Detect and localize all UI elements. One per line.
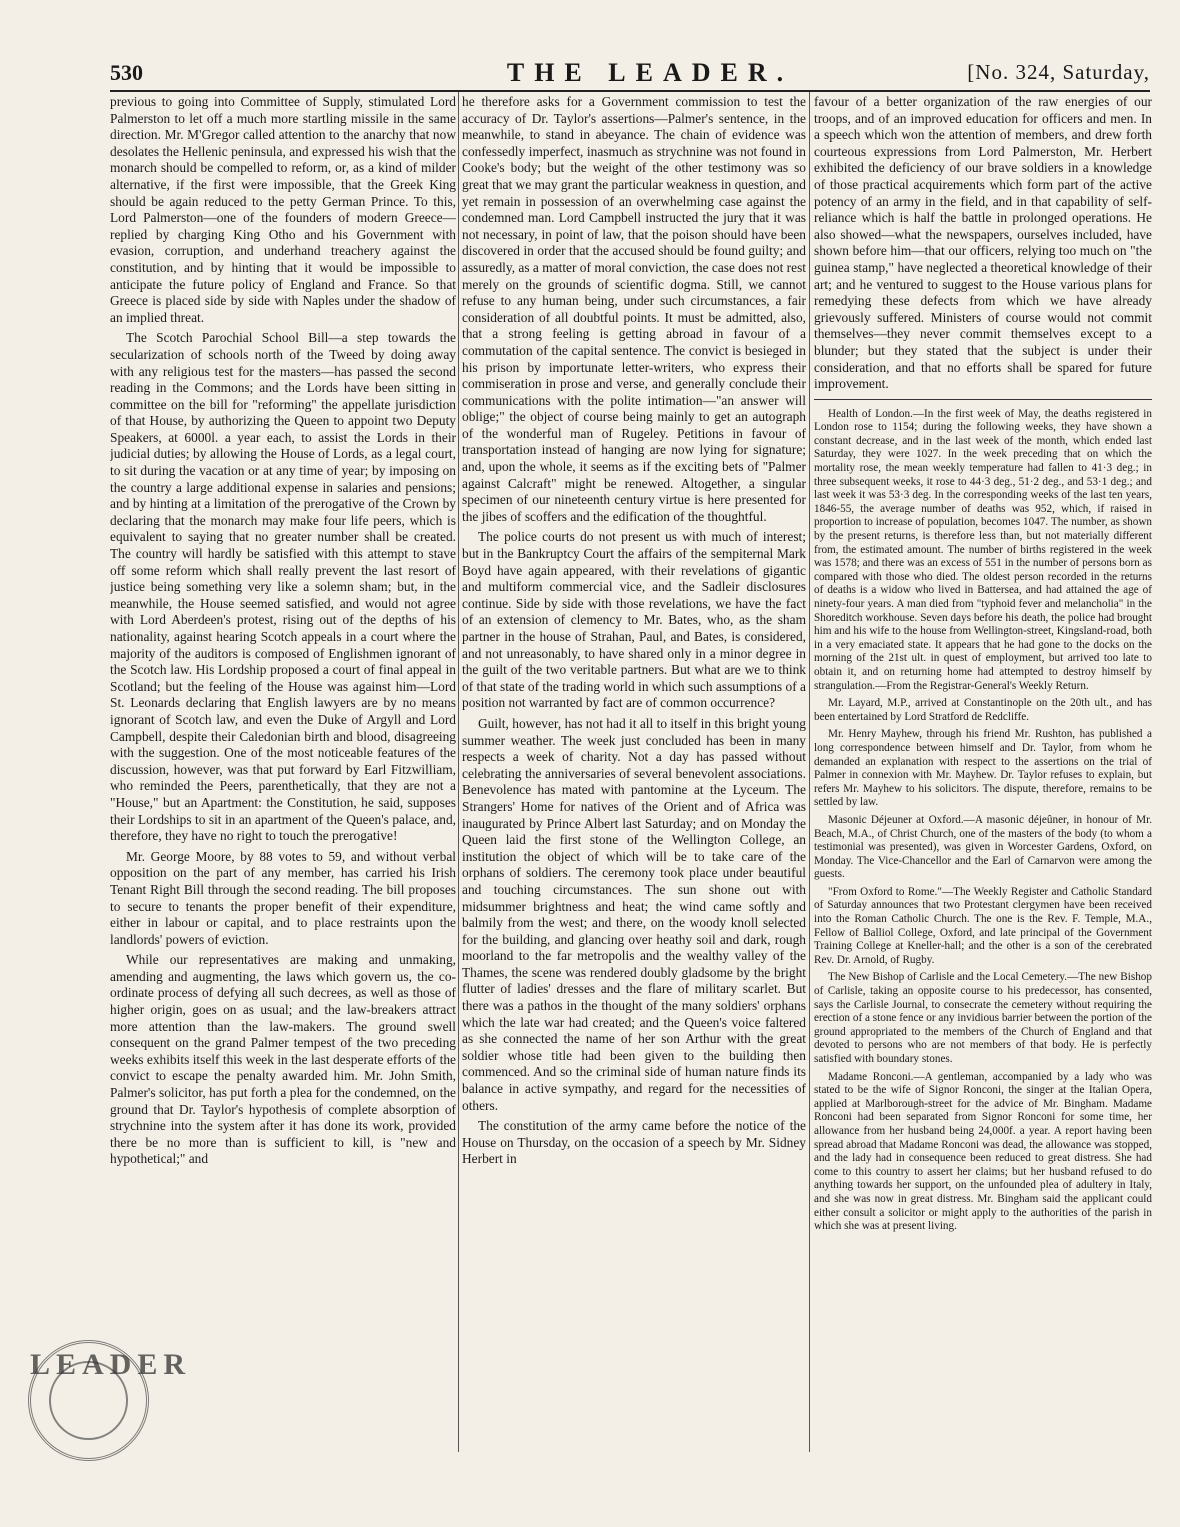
paragraph: previous to going into Committee of Supply, stimulated Lord Palmerston to let off a much more startling missile in the same direction. Mr. M'Gregor called attention to the anarchy that now desolates the Hellenic peninsula, and expressed his wish that the monarch should be compelled to reform, or, as a kind of milder alternative, if the first were impossible, that the Greek King should be again reduced to the petty German Prince. To this, Lord Palmerston—one of the founders of modern Greece—replied by charging King Otho and his Government with evasion, corruption, and underhand treachery against the constitution, and by hinting that it would be impossible to anticipate the future policy of England and France. So that Greece is placed side by side with Naples under the shadow of an implied threat. (110, 94, 456, 325)
news-item-bishop-of-carlisle: The New Bishop of Carlisle and the Local Cemetery.—The new Bishop of Carlisle, taking an opposite course to his predecessor, has consented, says the Carlisle Journal, to consecrate the cemetery without requiring the erection of a stone fence or any invidious barrier between the portion of the ground appropriated to the members of the Church of England and that devoted to persons who are not members of that body. He is perfectly satisfied with boundary stones. (814, 971, 1152, 1065)
section-divider (814, 399, 1152, 400)
news-items (814, 408, 1152, 1234)
news-item-madame-ronconi: Madame Ronconi.—A gentleman, accompanied by a lady who was stated to be the wife of Signor Ronconi, the singer at the Italian Opera, applied at Marlborough-street for the advice of Mr. Bingham. Madame Ronconi had been separated from Signor Ronconi for some time, her allowance from her husband being 24,000f. a year. A report having been spread abroad that Madame Ronconi was dead, the allowance was stopped, and the lady had in consequence been reduced to great distress. She had come to this country to assert her claims; but her husband refused to do anything towards her support, on the unfounded plea of adultery in Italy, and she was now in great distress. Mr. Bingham said the applicant could either consult a solicitor or might apply to the authorities of the parish in which she was at present living. (814, 1070, 1152, 1233)
column-3 (814, 94, 1152, 1454)
news-item-mayhew: Mr. Henry Mayhew, through his friend Mr. Rushton, has published a long correspondence between himself and Dr. Taylor, from whom he demanded an explanation with respect to the assertions on the trial of Palmer in connexion with Mr. Mayhew. Dr. Taylor refuses to explain, but refers Mr. Mayhew to his solicitors. The dispute, therefore, remains to be settled by law. (814, 728, 1152, 809)
news-item-layard: Mr. Layard, M.P., arrived at Constantinople on the 20th ult., and has been entertained by Lord Stratford de Redcliffe. (814, 697, 1152, 723)
news-item-masonic-dejeuner: Masonic Déjeuner at Oxford.—A masonic déjeûner, in honour of Mr. Beach, M.A., of Christ Church, one of the masters of the body (to whom a testimonial was presented), was given in Worcester Gardens, Oxford, on Monday. The Vice-Chancellor and the Earl of Carnarvon were among the guests. (814, 813, 1152, 881)
paragraph: he therefore asks for a Government commission to test the accuracy of Dr. Taylor's assertions—Palmer's sentence, in the meanwhile, to stand in abeyance. The chain of evidence was confessedly imperfect, inasmuch as strychnine was not found in Cooke's body; but the weight of the other testimony was so great that we may grant the particular weakness in question, and yet remain in possession of an overwhelming case against the condemned man. Lord Campbell instructed the jury that it was not necessary, in point of law, that the poison should have been discovered in order that the accused should be found guilty; and assuredly, as a matter of moral conviction, the case does not rest merely on the grounds of scientific dogma. Still, we cannot refuse to any human being, under such circumstances, a fair consideration of all doubtful points. It must be admitted, also, that a strong feeling is getting abroad in favour of a commutation of the capital sentence. The convict is besieged in his prison by importunate letter-writers, who express their commiseration in prose and verse, and generally conclude their communications with the polite intimation—"an answer will oblige;" the object of course being mainly to get an autograph of the wonderful man of Rugeley. Petitions in favour of transportation instead of hanging are now lying for signature; and, upon the whole, it seems as if the exciting bets of "Palmer against Calcraft" might be renewed. Altogether, a singular specimen of our nineteenth century virtue is here presented for the jibes of scoffers and the edification of the thoughtful. (462, 94, 806, 524)
paragraph: While our representatives are making and unmaking, amending and augmenting, the laws which govern us, the co-ordinate process of defying all such decrees, as well as those of higher origin, goes on as usual; and the law-breakers attract more attention than the law-makers. The ground swell consequent on the grand Palmer tempest of the two preceding weeks exhibits itself this week in the last desperate efforts of the convict to escape the penalty awarded him. Mr. John Smith, Palmer's solicitor, has put forth a plea for the condemned, on the ground that Dr. Taylor's hypothesis of complete absorption of strychnine into the system after it has done its work, provided there be no more than is sufficient to kill, is "new and hypothetical;" and (110, 952, 456, 1167)
paragraph: Guilt, however, has not had it all to itself in this bright young summer weather. The week just concluded has been in many respects a week of charity. Not a day has passed without celebrating the anniversaries of several benevolent associations. Benevolence has mated with pantomine at the Lyceum. The Strangers' Home for natives of the Orient and of Africa was inaugurated by Prince Albert last Saturday; and on Monday the Queen laid the first stone of the Wellington College, an institution the object of which will be to take care of the orphans of soldiers. The ceremony took place under beautiful and touching circumstances. The sun shone out with midsummer brightness and heat; the wind came softly and balmily from the west; and there, on the woody knoll selected for the building, and glancing over heathy soil and dark, rough moorland to the far metropolis and the wealthy valley of the Thames, the scene was rendered doubly gladsome by the bright flutter of ladies' dresses and the flare of military scarlet. But there was a pathos in the thought of the many soldiers' orphans which the late war had created; and the Queen's voice faltered as she connected the name of her son Arthur with the great soldier whose title had been given to the building then commenced. And so the criminal side of human nature finds its balance in active sympathy, and regard for the necessities of others. (462, 715, 806, 1113)
column-2 (462, 94, 806, 1454)
masthead-title: THE LEADER. (506, 58, 794, 87)
column-1 (110, 94, 456, 1454)
stamp-lettering: LEADER (30, 1348, 192, 1381)
issue-label: [No. 324, Saturday, (967, 60, 1150, 84)
news-item-oxford-to-rome: "From Oxford to Rome."—The Weekly Register and Catholic Standard of Saturday announces that two Protestant clergymen have been received into the Roman Catholic Church. The one is the Rev. F. Temple, M.A., Fellow of Balliol College, Oxford, and late principal of the Government Training College at Kneller-hall; and the other is a son of the cerebrated Rev. Dr. Arnold, of Rugby. (814, 885, 1152, 966)
paragraph: The Scotch Parochial School Bill—a step towards the secularization of schools north of the Tweed by doing away with any religious test for the masters—has passed the second reading in the Commons; and the Lords have been sitting in committee on the bill for "reforming" the appellate jurisdiction of that House, by authorizing the Queen to appoint two Deputy Speakers, at 6000l. a year each, to assist the Lords in their judicial duties; by allowing the House of Lords, as a legal court, to sit during the vacation or at any time of year; by imposing on the country a large additional expense in salaries and pensions; and by hinting at a limitation of the prerogative of the Crown by declaring that the monarch may make four life peers, which is equivalent to saying that no greater number shall be created. The country will hardly be satisfied with this attempt to stave off some reform which shall really prevent the last resort of justice being something very like a solemn sham; but, in the meanwhile, the House seemed satisfied, and would not agree with Lord Aberdeen's protest, rising out of the depths of his nationality, against hearing Scotch appeals in a court where the majority of the auditors is composed of Englishmen ignorant of the Scotch law. His Lordship proposed a court of final appeal in Scotland; but the feeling of the House was against him—Lord St. Leonards declaring that English lawyers are by no means ignorant of Scotch law, and even the Duke of Argyll and Lord Campbell, despite their Caledonian birth and blood, disagreeing with the suggestion. One of the most noticeable features of the discussion, however, was that put forward by Earl Fitzwilliam, who reminded the Peers, parenthetically, that they are not a "House," but an Apartment: the Constitution, he said, supposes their Lordships to sit in an apartment of the Queen's palace, and, therefore, they have no right to touch the prerogative! (110, 330, 456, 844)
paragraph: The police courts do not present us with much of interest; but in the Bankruptcy Court the affairs of the sempiternal Mark Boyd have again appeared, with their revelations of gigantic and multiform commercial vice, and the Sadleir disclosures continue. Side by side with those revelations, we have the fact of an extension of clemency to Mr. Bates, who, as the sham partner in the house of Strahan, Paul, and Bates, is considered, and not unreasonably, to have shared only in a minor degree in the guilt of the two veritable partners. But what are we to think of that state of the trading world in which such assumptions of a position not warranted by fact are of common occurrence? (462, 529, 806, 711)
paragraph: The constitution of the army came before the notice of the House on Thursday, on the occasion of a speech by Mr. Sidney Herbert in (462, 1118, 806, 1167)
paragraph: favour of a better organization of the raw energies of our troops, and of an improved education for officers and men. In a speech which won the attention of members, and drew forth courteous expressions from Lord Palmerston, Mr. Herbert exhibited the deficiency of our brave soldiers in a knowledge of those practical acquirements which form part of the active potency of an army in the field, and in that capability of self-reliance which is half the battle in prolonged operations. He also showed—what the newspapers, ourselves included, have shown before him—that our officers, relying too much on "the guinea stamp," have neglected a theoretical knowledge of their art; and he ventured to suggest to the House various plans for remedying these defects from which we have already grievously suffered. Ministers of course would not commit themselves—they never commit themselves except to a blunder; but they stated that the subject is under their consideration, and that no efforts shall be spared for future improvement. (814, 94, 1152, 392)
paragraph: Mr. George Moore, by 88 votes to 59, and without verbal opposition on the part of any member, has carried his Irish Tenant Right Bill through the second reading. The bill proposes to secure to tenants the proper benefit of their expenditure, either in labour or capital, and to place restraints upon the landlords' powers of eviction. (110, 848, 456, 947)
news-item-health-of-london: Health of London.—In the first week of May, the deaths registered in London rose to 1154; during the following weeks, they have shown a constant decrease, and in the last week of the month, which ended last Saturday, they were 1027. In the week preceding that on which the mortality rose, the mean weekly temperature had fallen to 41·3 deg.; in three subsequent weeks, it rose to 44·3 deg., 51·2 deg., and 53·1 deg.; and last week it was 53·3 deg. In the corresponding weeks of the last ten years, 1846-55, the average number of deaths was 952, which, if raised in proportion to increase of population, becomes 1047. The number, as shown by the present returns, is therefore less than, but not materially different from, the estimated amount. The number of births registered in the week was 1578; and there was an excess of 551 in the number of persons born as compared with those who died. The oldest person recorded in the returns of deaths is a widow who lived in Battersea, and had attained the age of ninety-four years. A man died from "typhoid fever and melancholia" in the Shoreditch workhouse. Seven days before his death, the police had brought him and his wife to the house from Wellington-street, Kingsland-road, both in a very emaciated state. It appears that he had gone to the docks on the morning of the 21st ult. in quest of employment, but arrived too late to obtain it, and on returning home had attempted to destroy himself by strangulation.—From the Registrar-General's Weekly Return. (814, 407, 1152, 692)
page-header (110, 56, 1150, 92)
page-number: 530 (110, 60, 143, 85)
column-rule (458, 92, 459, 1452)
column-rule (809, 92, 810, 1452)
